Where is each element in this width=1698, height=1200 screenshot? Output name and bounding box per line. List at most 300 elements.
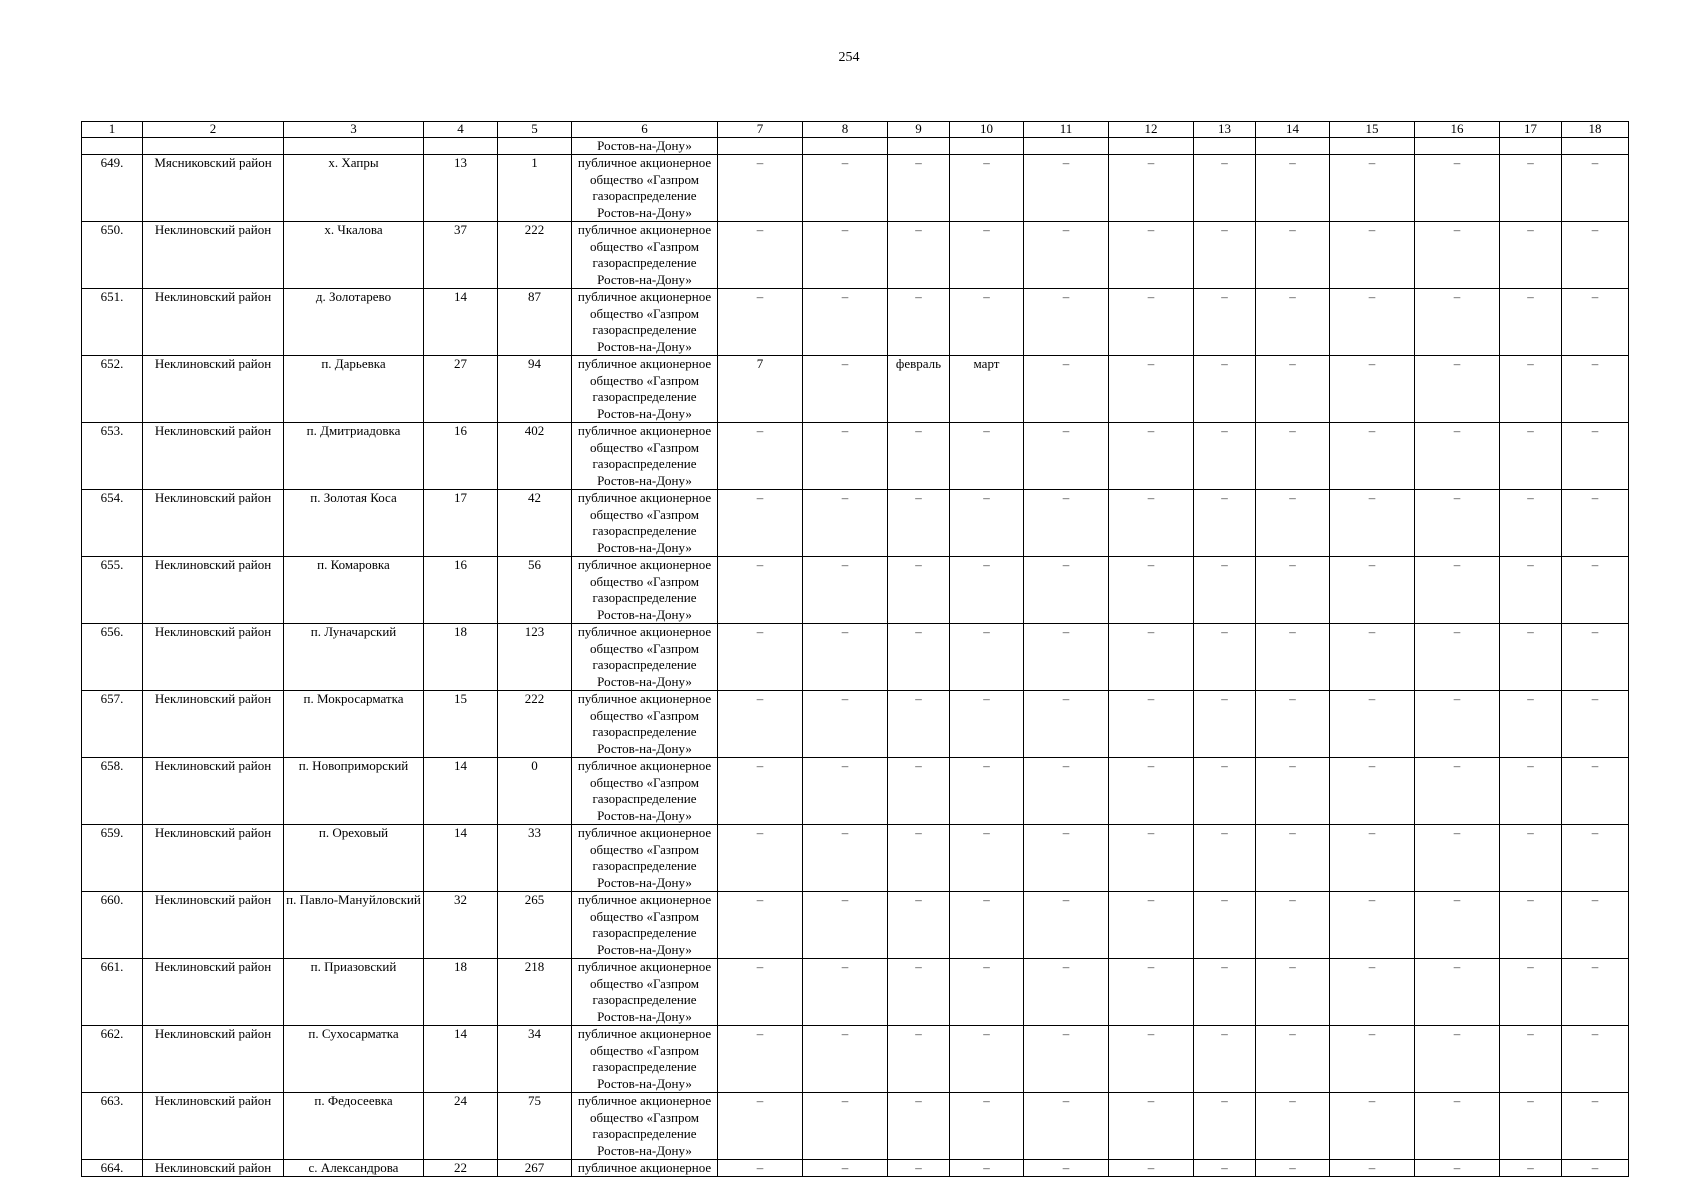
organization-line: общество «Газпром [589,1042,699,1058]
organization-cell [572,825,718,892]
col5-cell: 123 [498,624,572,691]
col14-cell: – [1256,155,1330,222]
settlement-cell: п. Комаровка [284,557,424,624]
empty-cell [1500,138,1562,155]
organization-line: публичное акционерное [577,825,712,840]
organization-line: газораспределение [592,1126,697,1141]
column-header-16: 16 [1415,122,1500,138]
row-number-cell: 662. [82,1026,143,1093]
col8-cell: – [803,222,888,289]
col16-cell: – [1415,959,1500,1026]
organization-line: общество «Газпром [589,774,699,790]
district-cell: Неклиновский район [143,289,284,356]
settlement-cell: п. Федосеевка [284,1093,424,1160]
district-cell: Неклиновский район [143,1093,284,1160]
table-row [82,423,1629,490]
settlement-cell: п. Павло-Мануйловский [284,892,424,959]
table-row [82,289,1629,356]
settlement-cell: п. Золотая Коса [284,490,424,557]
organization-line: публичное акционерное [577,289,712,304]
col8-cell: – [803,624,888,691]
col10-cell: – [950,155,1024,222]
col15-cell: – [1330,490,1415,557]
organization-line: Ростов-на-Дону» [597,941,692,957]
table-row [82,1026,1629,1093]
col5-cell: 34 [498,1026,572,1093]
col11-cell: – [1024,1093,1109,1160]
col15-cell: – [1330,959,1415,1026]
organization-line: публичное акционерное [577,959,712,974]
column-header-12: 12 [1109,122,1194,138]
col4-cell: 37 [424,222,498,289]
col11-cell: – [1024,557,1109,624]
organization-cell [572,758,718,825]
col16-cell: – [1415,1026,1500,1093]
organization-line: Ростов-на-Дону» [597,472,692,488]
col4-cell: 22 [424,1160,498,1177]
col17-cell: – [1500,959,1562,1026]
district-cell: Неклиновский район [143,691,284,758]
organization-line: газораспределение [592,657,697,672]
col7-cell: – [718,959,803,1026]
col10-cell: – [950,1026,1024,1093]
col7-cell: 7 [718,356,803,423]
col4-cell: 18 [424,624,498,691]
col14-cell: – [1256,758,1330,825]
col4-cell: 17 [424,490,498,557]
row-number-cell: 660. [82,892,143,959]
organization-line: общество «Газпром [589,975,699,991]
settlement-cell: п. Дмитриадовка [284,423,424,490]
col5-cell: 75 [498,1093,572,1160]
row-number-cell: 649. [82,155,143,222]
col14-cell: – [1256,892,1330,959]
empty-cell [888,138,950,155]
col7-cell: – [718,758,803,825]
col11-cell: – [1024,356,1109,423]
col17-cell: – [1500,892,1562,959]
col8-cell: – [803,1093,888,1160]
row-number-cell: 656. [82,624,143,691]
table-row [82,356,1629,423]
col18-cell: – [1562,959,1629,1026]
organization-line: Ростов-на-Дону» [597,405,692,421]
organization-line: газораспределение [592,456,697,471]
col4-cell: 15 [424,691,498,758]
col17-cell: – [1500,825,1562,892]
col17-cell: – [1500,691,1562,758]
organization-line: публичное акционерное [577,155,712,170]
col15-cell: – [1330,1160,1415,1177]
col8-cell: – [803,758,888,825]
organization-line: общество «Газпром [589,908,699,924]
column-header-9: 9 [888,122,950,138]
organization-line: публичное акционерное [577,1093,712,1108]
col10-cell: – [950,423,1024,490]
col4-cell: 14 [424,1026,498,1093]
column-header-8: 8 [803,122,888,138]
col18-cell: – [1562,758,1629,825]
col8-cell: – [803,289,888,356]
col16-cell: – [1415,892,1500,959]
settlement-cell: х. Хапры [284,155,424,222]
district-cell: Неклиновский район [143,356,284,423]
organization-line: газораспределение [592,255,697,270]
col16-cell: – [1415,423,1500,490]
empty-cell [718,138,803,155]
col17-cell: – [1500,557,1562,624]
col17-cell: – [1500,758,1562,825]
organization-line: публичное акционерное [577,557,712,572]
col14-cell: – [1256,356,1330,423]
col11-cell: – [1024,222,1109,289]
col16-cell: – [1415,356,1500,423]
col7-cell: – [718,1160,803,1177]
col7-cell: – [718,691,803,758]
column-header-5: 5 [498,122,572,138]
organization-line: Ростов-на-Дону» [597,1142,692,1158]
organization-line: публичное акционерное [577,490,712,505]
col13-cell: – [1194,1026,1256,1093]
col9-cell: – [888,222,950,289]
col17-cell: – [1500,1026,1562,1093]
empty-cell [1194,138,1256,155]
col13-cell: – [1194,289,1256,356]
empty-cell [1562,138,1629,155]
col8-cell: – [803,691,888,758]
col5-cell: 87 [498,289,572,356]
organization-line: газораспределение [592,188,697,203]
col15-cell: – [1330,1026,1415,1093]
col13-cell: – [1194,222,1256,289]
table-row [82,959,1629,1026]
col4-cell: 27 [424,356,498,423]
col14-cell: – [1256,423,1330,490]
col10-cell: – [950,959,1024,1026]
organization-line: газораспределение [592,389,697,404]
col5-cell: 1 [498,155,572,222]
col5-cell: 222 [498,691,572,758]
column-header-17: 17 [1500,122,1562,138]
table-row [82,624,1629,691]
col13-cell: – [1194,624,1256,691]
district-cell: Неклиновский район [143,557,284,624]
col8-cell: – [803,490,888,557]
col13-cell: – [1194,825,1256,892]
col18-cell: – [1562,1026,1629,1093]
col10-cell: – [950,289,1024,356]
col14-cell: – [1256,1026,1330,1093]
col9-cell: – [888,1160,950,1177]
col9-cell: – [888,1026,950,1093]
col12-cell: – [1109,423,1194,490]
col10-cell: – [950,825,1024,892]
empty-cell [82,138,143,155]
organization-line: публичное акционерное [577,1026,712,1041]
col16-cell: – [1415,490,1500,557]
col10-cell: – [950,490,1024,557]
organization-line: публичное акционерное [577,356,712,371]
empty-cell [803,138,888,155]
col18-cell: – [1562,423,1629,490]
col9-cell: – [888,691,950,758]
organization-cell [572,691,718,758]
col12-cell: – [1109,356,1194,423]
col9-cell: февраль [888,356,950,423]
column-header-2: 2 [143,122,284,138]
empty-cell [950,138,1024,155]
column-header-4: 4 [424,122,498,138]
col15-cell: – [1330,222,1415,289]
col12-cell: – [1109,222,1194,289]
col15-cell: – [1330,155,1415,222]
column-header-14: 14 [1256,122,1330,138]
col5-cell: 222 [498,222,572,289]
row-number-cell: 664. [82,1160,143,1177]
organization-cell [572,1093,718,1160]
col13-cell: – [1194,356,1256,423]
column-header-3: 3 [284,122,424,138]
col15-cell: – [1330,289,1415,356]
row-number-cell: 651. [82,289,143,356]
district-cell: Неклиновский район [143,892,284,959]
organization-line: Ростов-на-Дону» [597,740,692,756]
organization-line: общество «Газпром [589,238,699,254]
settlement-cell: п. Ореховый [284,825,424,892]
column-header-10: 10 [950,122,1024,138]
col10-cell: – [950,758,1024,825]
col15-cell: – [1330,691,1415,758]
col13-cell: – [1194,1093,1256,1160]
col8-cell: – [803,959,888,1026]
column-header-18: 18 [1562,122,1629,138]
empty-cell [498,138,572,155]
col7-cell: – [718,222,803,289]
organization-cell [572,155,718,222]
col14-cell: – [1256,825,1330,892]
organization-cell [572,490,718,557]
table-row [82,222,1629,289]
gasification-table [81,121,1629,1177]
col5-cell: 267 [498,1160,572,1177]
col13-cell: – [1194,892,1256,959]
col4-cell: 18 [424,959,498,1026]
col12-cell: – [1109,490,1194,557]
col17-cell: – [1500,289,1562,356]
col14-cell: – [1256,624,1330,691]
col16-cell: – [1415,1160,1500,1177]
col15-cell: – [1330,624,1415,691]
col17-cell: – [1500,490,1562,557]
col10-cell: – [950,1093,1024,1160]
col13-cell: – [1194,155,1256,222]
col13-cell: – [1194,758,1256,825]
col12-cell: – [1109,155,1194,222]
col9-cell: – [888,1093,950,1160]
col11-cell: – [1024,758,1109,825]
col17-cell: – [1500,423,1562,490]
table-row [82,1160,1629,1177]
col10-cell: – [950,892,1024,959]
organization-line: публичное акционерное [577,624,712,639]
col17-cell: – [1500,624,1562,691]
organization-line: газораспределение [592,992,697,1007]
col13-cell: – [1194,423,1256,490]
col16-cell: – [1415,624,1500,691]
empty-cell [1330,138,1415,155]
col8-cell: – [803,1026,888,1093]
col4-cell: 16 [424,423,498,490]
column-header-11: 11 [1024,122,1109,138]
col12-cell: – [1109,691,1194,758]
organization-line: общество «Газпром [589,640,699,656]
district-cell: Неклиновский район [143,758,284,825]
settlement-cell: п. Приазовский [284,959,424,1026]
col18-cell: – [1562,490,1629,557]
col12-cell: – [1109,825,1194,892]
settlement-cell: п. Луначарский [284,624,424,691]
empty-cell [1256,138,1330,155]
col16-cell: – [1415,557,1500,624]
organization-line: публичное акционерное [577,222,712,237]
organization-cell: публичное акционерное [572,1160,718,1177]
settlement-cell: х. Чкалова [284,222,424,289]
settlement-cell: п. Новоприморский [284,758,424,825]
col11-cell: – [1024,1160,1109,1177]
organization-cell [572,624,718,691]
organization-line: общество «Газпром [589,1109,699,1125]
col18-cell: – [1562,825,1629,892]
col10-cell: – [950,222,1024,289]
col7-cell: – [718,490,803,557]
col9-cell: – [888,959,950,1026]
organization-line: публичное акционерное [577,758,712,773]
col11-cell: – [1024,959,1109,1026]
col7-cell: – [718,557,803,624]
row-number-cell: 655. [82,557,143,624]
row-number-cell: 654. [82,490,143,557]
col4-cell: 32 [424,892,498,959]
col8-cell: – [803,892,888,959]
table-row [82,691,1629,758]
table-row [82,825,1629,892]
col10-cell: – [950,1160,1024,1177]
page-number: 254 [838,50,860,65]
col11-cell: – [1024,892,1109,959]
col18-cell: – [1562,222,1629,289]
organization-line: общество «Газпром [589,305,699,321]
col11-cell: – [1024,155,1109,222]
col10-cell: март [950,356,1024,423]
col18-cell: – [1562,892,1629,959]
col18-cell: – [1562,356,1629,423]
col5-cell: 94 [498,356,572,423]
organization-cell [572,1026,718,1093]
col10-cell: – [950,557,1024,624]
col9-cell: – [888,825,950,892]
continuation-org-cell: Ростов-на-Дону» [572,138,718,155]
col14-cell: – [1256,557,1330,624]
column-header-1: 1 [82,122,143,138]
col11-cell: – [1024,490,1109,557]
col17-cell: – [1500,155,1562,222]
organization-line: Ростов-на-Дону» [597,204,692,220]
col12-cell: – [1109,289,1194,356]
organization-line: Ростов-на-Дону» [597,606,692,622]
col7-cell: – [718,825,803,892]
col7-cell: – [718,155,803,222]
col8-cell: – [803,557,888,624]
col15-cell: – [1330,356,1415,423]
row-number-cell: 661. [82,959,143,1026]
col14-cell: – [1256,691,1330,758]
col16-cell: – [1415,1093,1500,1160]
col11-cell: – [1024,825,1109,892]
col18-cell: – [1562,289,1629,356]
col16-cell: – [1415,222,1500,289]
col9-cell: – [888,423,950,490]
col16-cell: – [1415,155,1500,222]
col7-cell: – [718,423,803,490]
continuation-row [82,138,1629,155]
col17-cell: – [1500,222,1562,289]
col18-cell: – [1562,691,1629,758]
empty-cell [1024,138,1109,155]
col9-cell: – [888,892,950,959]
col13-cell: – [1194,1160,1256,1177]
col15-cell: – [1330,557,1415,624]
column-header-6: 6 [572,122,718,138]
organization-cell [572,222,718,289]
organization-line: общество «Газпром [589,506,699,522]
col14-cell: – [1256,490,1330,557]
column-header-13: 13 [1194,122,1256,138]
col5-cell: 33 [498,825,572,892]
organization-line: общество «Газпром [589,841,699,857]
district-cell: Мясниковский район [143,155,284,222]
col10-cell: – [950,624,1024,691]
empty-cell [1415,138,1500,155]
col16-cell: – [1415,691,1500,758]
organization-line: Ростов-на-Дону» [597,338,692,354]
col14-cell: – [1256,1093,1330,1160]
col7-cell: – [718,1093,803,1160]
organization-line: газораспределение [592,523,697,538]
settlement-cell: п. Сухосарматка [284,1026,424,1093]
organization-line: публичное акционерное [577,691,712,706]
col8-cell: – [803,825,888,892]
col7-cell: – [718,1026,803,1093]
district-cell: Неклиновский район [143,222,284,289]
row-number-cell: 663. [82,1093,143,1160]
col12-cell: – [1109,892,1194,959]
organization-line: Ростов-на-Дону» [597,1008,692,1024]
col9-cell: – [888,289,950,356]
col9-cell: – [888,155,950,222]
col12-cell: – [1109,1026,1194,1093]
col12-cell: – [1109,624,1194,691]
col18-cell: – [1562,155,1629,222]
col11-cell: – [1024,1026,1109,1093]
col11-cell: – [1024,289,1109,356]
col12-cell: – [1109,557,1194,624]
settlement-cell: д. Золотарево [284,289,424,356]
col18-cell: – [1562,1160,1629,1177]
col18-cell: – [1562,1093,1629,1160]
district-cell: Неклиновский район [143,1026,284,1093]
organization-line: общество «Газпром [589,372,699,388]
col4-cell: 13 [424,155,498,222]
